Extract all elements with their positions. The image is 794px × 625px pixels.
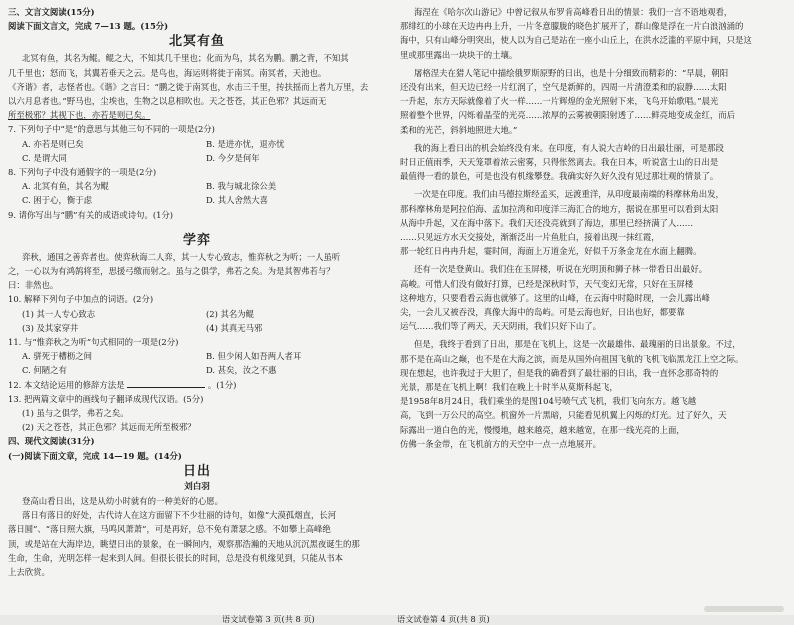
essay-line: 那科摩林角是阿拉伯海、孟加拉湾和印度洋三海汇合的地方，据说在那里可以看到太阳 (400, 203, 719, 214)
question-11-options (8, 363, 386, 377)
question-13-item: (2) 天之苍苍，其正色邪？其远而无所至极邪？ (22, 422, 196, 433)
question-8: 8. 下列句子中没有通假字的一项是(2分) (8, 167, 157, 178)
text2-body (8, 250, 386, 293)
option-c[interactable]: C. 困于心，衡于虑 (22, 195, 93, 206)
essay-line: 从海中升起，又在海中落下。我们天还没亮就到了海边，那里已经挤满了人…… (400, 217, 694, 228)
text1-line: 北冥有鱼，其名为鲲。鲲之大，不知其几千里也；化而为鸟，其名为鹏。鹏之背，不知其 (22, 53, 349, 64)
essay-author: 刘白羽 (184, 481, 210, 492)
option-a[interactable]: A. 北冥有鱼，其名为鲲 (22, 181, 109, 192)
essay-line: 光景，那是在飞机上啊！我们在晚上十时半从莫斯科起飞， (400, 382, 618, 393)
essay-line: 现在想起，也许我过于大胆了，但是我的确看到了最壮丽的日出，我一直怀念那奇特的 (400, 367, 719, 378)
essay-line: 那不是在高山之巅，也不是在大海之滨，而是从国外向祖国飞航的飞机飞临黑龙江上空之际。 (400, 353, 744, 364)
question-11-options (8, 349, 386, 363)
text1-body (8, 51, 386, 122)
watermark-logo-icon (704, 604, 784, 614)
answer-space (8, 222, 386, 232)
question-10-items (8, 307, 386, 321)
item-2: (2) 其名为鲲 (206, 308, 255, 319)
essay-line: 顶，或是站在大海岸边，眺望日出的景象，在一瞬间内，观察那浩瀚的天地从沉沉黑夜诞生的那 (8, 538, 360, 549)
option-b[interactable]: B. 但少闲人如吾两人者耳 (206, 351, 302, 362)
essay-line: 登高山看日出，这是从幼小时就有的一种美好的心愿。 (22, 495, 223, 506)
essay-line: 海涅在《哈尔次山游记》中曾记叙从布罗肯高峰看日出的情景：我们一言不语地观看， (414, 7, 733, 17)
question-9: 9. 请你写出与“鹏”有关的成语或诗句。(1分) (8, 209, 174, 220)
question-7-options (8, 151, 386, 165)
right-column (400, 5, 778, 601)
page-number-4: 语文试卷第 4 页(共 8 页) (397, 614, 490, 624)
question-7: 7. 下列句子中“是”的意思与其他三句不同的一项是(2分) (8, 124, 215, 135)
question-8-options (8, 193, 386, 207)
item-3: (3) 及其家穿井 (22, 322, 79, 333)
left-column (8, 5, 386, 601)
section-3-heading: 三、文言文阅读(15分) (8, 7, 95, 17)
essay-title: 日出 (182, 463, 211, 479)
page-number-3: 语文试卷第 3 页(共 8 页) (222, 614, 315, 624)
essay-line: ……只见远方水天交接处，渐渐泛出一片鱼肚白，接着出现一抹红霞， (400, 232, 660, 243)
essay-line: 生命，生命，光明怎样一起来到人间。但很长很长的时间，总是没有机缘见到，只能从书本 (8, 552, 343, 563)
essay-line: 上去欣赏。 (8, 566, 50, 577)
essay-line: 际露出一道白色的光，慢慢地，越来越亮，越来越宽，在那一线光亮的上面， (400, 424, 685, 435)
option-a[interactable]: A. 亦若是则已矣 (22, 138, 84, 149)
essay-line: 那绯红的小球在天边冉冉上升，一片冬意朦胧的晓色扩展开了，群山像是浮在一片白浪汹涌的 (400, 21, 744, 32)
question-12-text: 12. 本文结论运用的修辞方法是 (8, 379, 125, 390)
essay-line: 一升起，东方天际就像着了火一样……一片辉煌的金光照射下来，飞鸟开始歌唱。”晨光 (400, 96, 719, 107)
essay-line: 是1958年8月24日，我们乘坐的是图104号喷气式飞机，我们飞向东方。越飞越 (400, 396, 697, 407)
question-11: 11. 与“惟弈秋之为听”句式相同的一项是(2分) (8, 337, 179, 348)
question-10: 10. 解释下列句子中加点的词语。(2分) (8, 294, 154, 305)
option-b[interactable]: B. 我与城北徐公美 (206, 181, 277, 192)
essay-line: 高，飞到一万公尺的高空。机窗外一片黑暗，只能看见机翼上闪烁的灯光。过了好久，天 (400, 410, 727, 421)
text2-line: 弈秋，通国之善弈者也。使弈秋诲二人弈，其一人专心致志，惟弈秋之为听；一人虽听 (22, 251, 341, 262)
essay-line: 还没有出来，但天边已经一片红润了，空气是新鲜的，四周一片清澄柔和的寂静……太阳 (400, 82, 727, 93)
essay-line: 运气……我们等了两天，天天阴雨，我们只好下山了。 (400, 321, 601, 332)
option-c[interactable]: C. 何陋之有 (22, 365, 67, 376)
text2-line: 曰：非然也。 (8, 280, 59, 291)
essay-line: 但是，我终于看到了日出，那是在飞机上，这是一次最雄伟、最瑰丽的日出景象。不过， (414, 339, 741, 350)
question-7-options (8, 137, 386, 151)
essay-line: 一次是在印度。我们由马德拉斯经孟买，远渡重洋，从印度最南端的科摩林角出发， (414, 189, 724, 200)
question-8-options (8, 179, 386, 193)
essay-line: 时日正值雨季，天天笼罩着浓云密雾，只得怅然离去。我在日本，听说富士山的日出是 (400, 157, 719, 168)
essay-line: 还有一次是登黄山。我们住在玉屏楼，听说在光明顶和狮子林一带看日出最好。 (414, 264, 708, 275)
text1-line: 《齐谐》者，志怪者也。《谐》之言曰：“鹏之徙于南冥也，水击三千里，抟扶摇而上者九万里，去 (8, 81, 369, 92)
text2-title: 学弈 (182, 232, 211, 248)
text1-line: 几千里也；怒而飞，其翼若垂天之云。是鸟也，海运则将徙于南冥。南冥者，天池也。 (8, 67, 327, 78)
section-3-instruction: 阅读下面文言文，完成 7—13 题。(15分) (8, 21, 169, 32)
essay-line: 落日圆”、“落日照大旗，马鸣风萧萧”，可是再好，总不免有萧瑟之感。不如攀上高峰绝 (8, 524, 331, 535)
option-a[interactable]: A. 骈死于槽枥之间 (22, 351, 92, 362)
essay-body (8, 494, 386, 579)
essay-line: 海中，只有山峰分明突出，使人以为自己是站在一座小山丘上，在洪水泛滥的平原中间，只是这 (400, 35, 752, 46)
essay-line: 那一轮红日冉冉升起，霎时间，海面上万道金光，好似千万条金龙在水面上翻腾。 (400, 246, 702, 257)
answer-blank[interactable] (127, 378, 205, 388)
essay-line: 这种地方，只要看看云海也就够了。这里的山峰，在云海中时隐时现，一会儿露出峰 (400, 292, 710, 303)
question-12-points: 。(1分) (207, 379, 237, 390)
text1-line: 以六月息者也。”野马也，尘埃也，生物之以息相吹也。天之苍苍，其正色邪？其远而无 (8, 96, 327, 107)
text1-title: 北冥有鱼 (168, 34, 225, 50)
section-4-heading: 四、现代文阅读(31分) (8, 436, 95, 447)
item-4: (4) 其真无马邪 (206, 322, 263, 333)
essay-line: 屠格涅夫在猎人笔记中描绘俄罗斯原野的日出，也是十分细致而精彩的：“早晨，朝阳 (414, 67, 729, 78)
essay-line: 里或那里露出一块块干的土壤。 (400, 49, 518, 60)
item-1: (1) 其一人专心致志 (22, 308, 96, 319)
option-d[interactable]: D. 今夕是何年 (206, 152, 260, 163)
essay-line: 落日有落日的好处，古代诗人在这方面留下不少壮丽的诗句，如像“大漠孤烟直，长河 (22, 510, 337, 521)
section-4-subheading: (一)阅读下面文章，完成 14—19 题。(14分) (8, 450, 182, 461)
option-d[interactable]: D. 其人舍然大喜 (206, 195, 268, 206)
question-13: 13. 把两篇文章中的画线句子翻译成现代汉语。(5分) (8, 393, 204, 404)
question-12 (8, 378, 386, 392)
essay-line: 我的海上看日出的机会始终没有来。在印度，有人说大吉岭的日出最壮丽，可是那段 (414, 142, 724, 153)
essay-line: 柔和的光芒，斜斜地照进大地。” (400, 124, 518, 135)
essay-line: 照着整个世界，闪烁着晶莹的光亮……浓厚的云雾被朝阳射透了……鲜亮地变成金红，而后 (400, 110, 735, 121)
option-c[interactable]: C. 是谓大同 (22, 152, 67, 163)
option-d[interactable]: D. 甚矣，汝之不惠 (206, 365, 277, 376)
text2-line: 之，一心以为有鸿鹄将至，思援弓缴而射之。虽与之俱学，弗若之矣。为是其智弗若与？ (8, 266, 335, 277)
essay-line: 高峻。可惜人们没有做好打算，已经是深秋时节，天气变幻无常，只好在玉屏楼 (400, 278, 694, 289)
essay-line: 仿佛一条金带，在飞机前方的天空中一点一点地展开。 (400, 438, 601, 449)
question-13-item: (1) 虽与之俱学，弗若之矣。 (22, 408, 129, 419)
essay-line: 最值得一看的景色，可是也没有机缘攀登。我确实好久好久没有见过那壮观的情景了。 (400, 171, 719, 182)
option-b[interactable]: B. 是进亦忧，退亦忧 (206, 138, 285, 149)
essay-line: 尖，一会儿又被吞没，真像大海中的岛屿。可是云海也好，日出也好，都要靠 (400, 307, 685, 318)
question-10-items (8, 321, 386, 335)
text1-line: 所至极邪？其视下也，亦若是则已矣。 (8, 110, 151, 121)
